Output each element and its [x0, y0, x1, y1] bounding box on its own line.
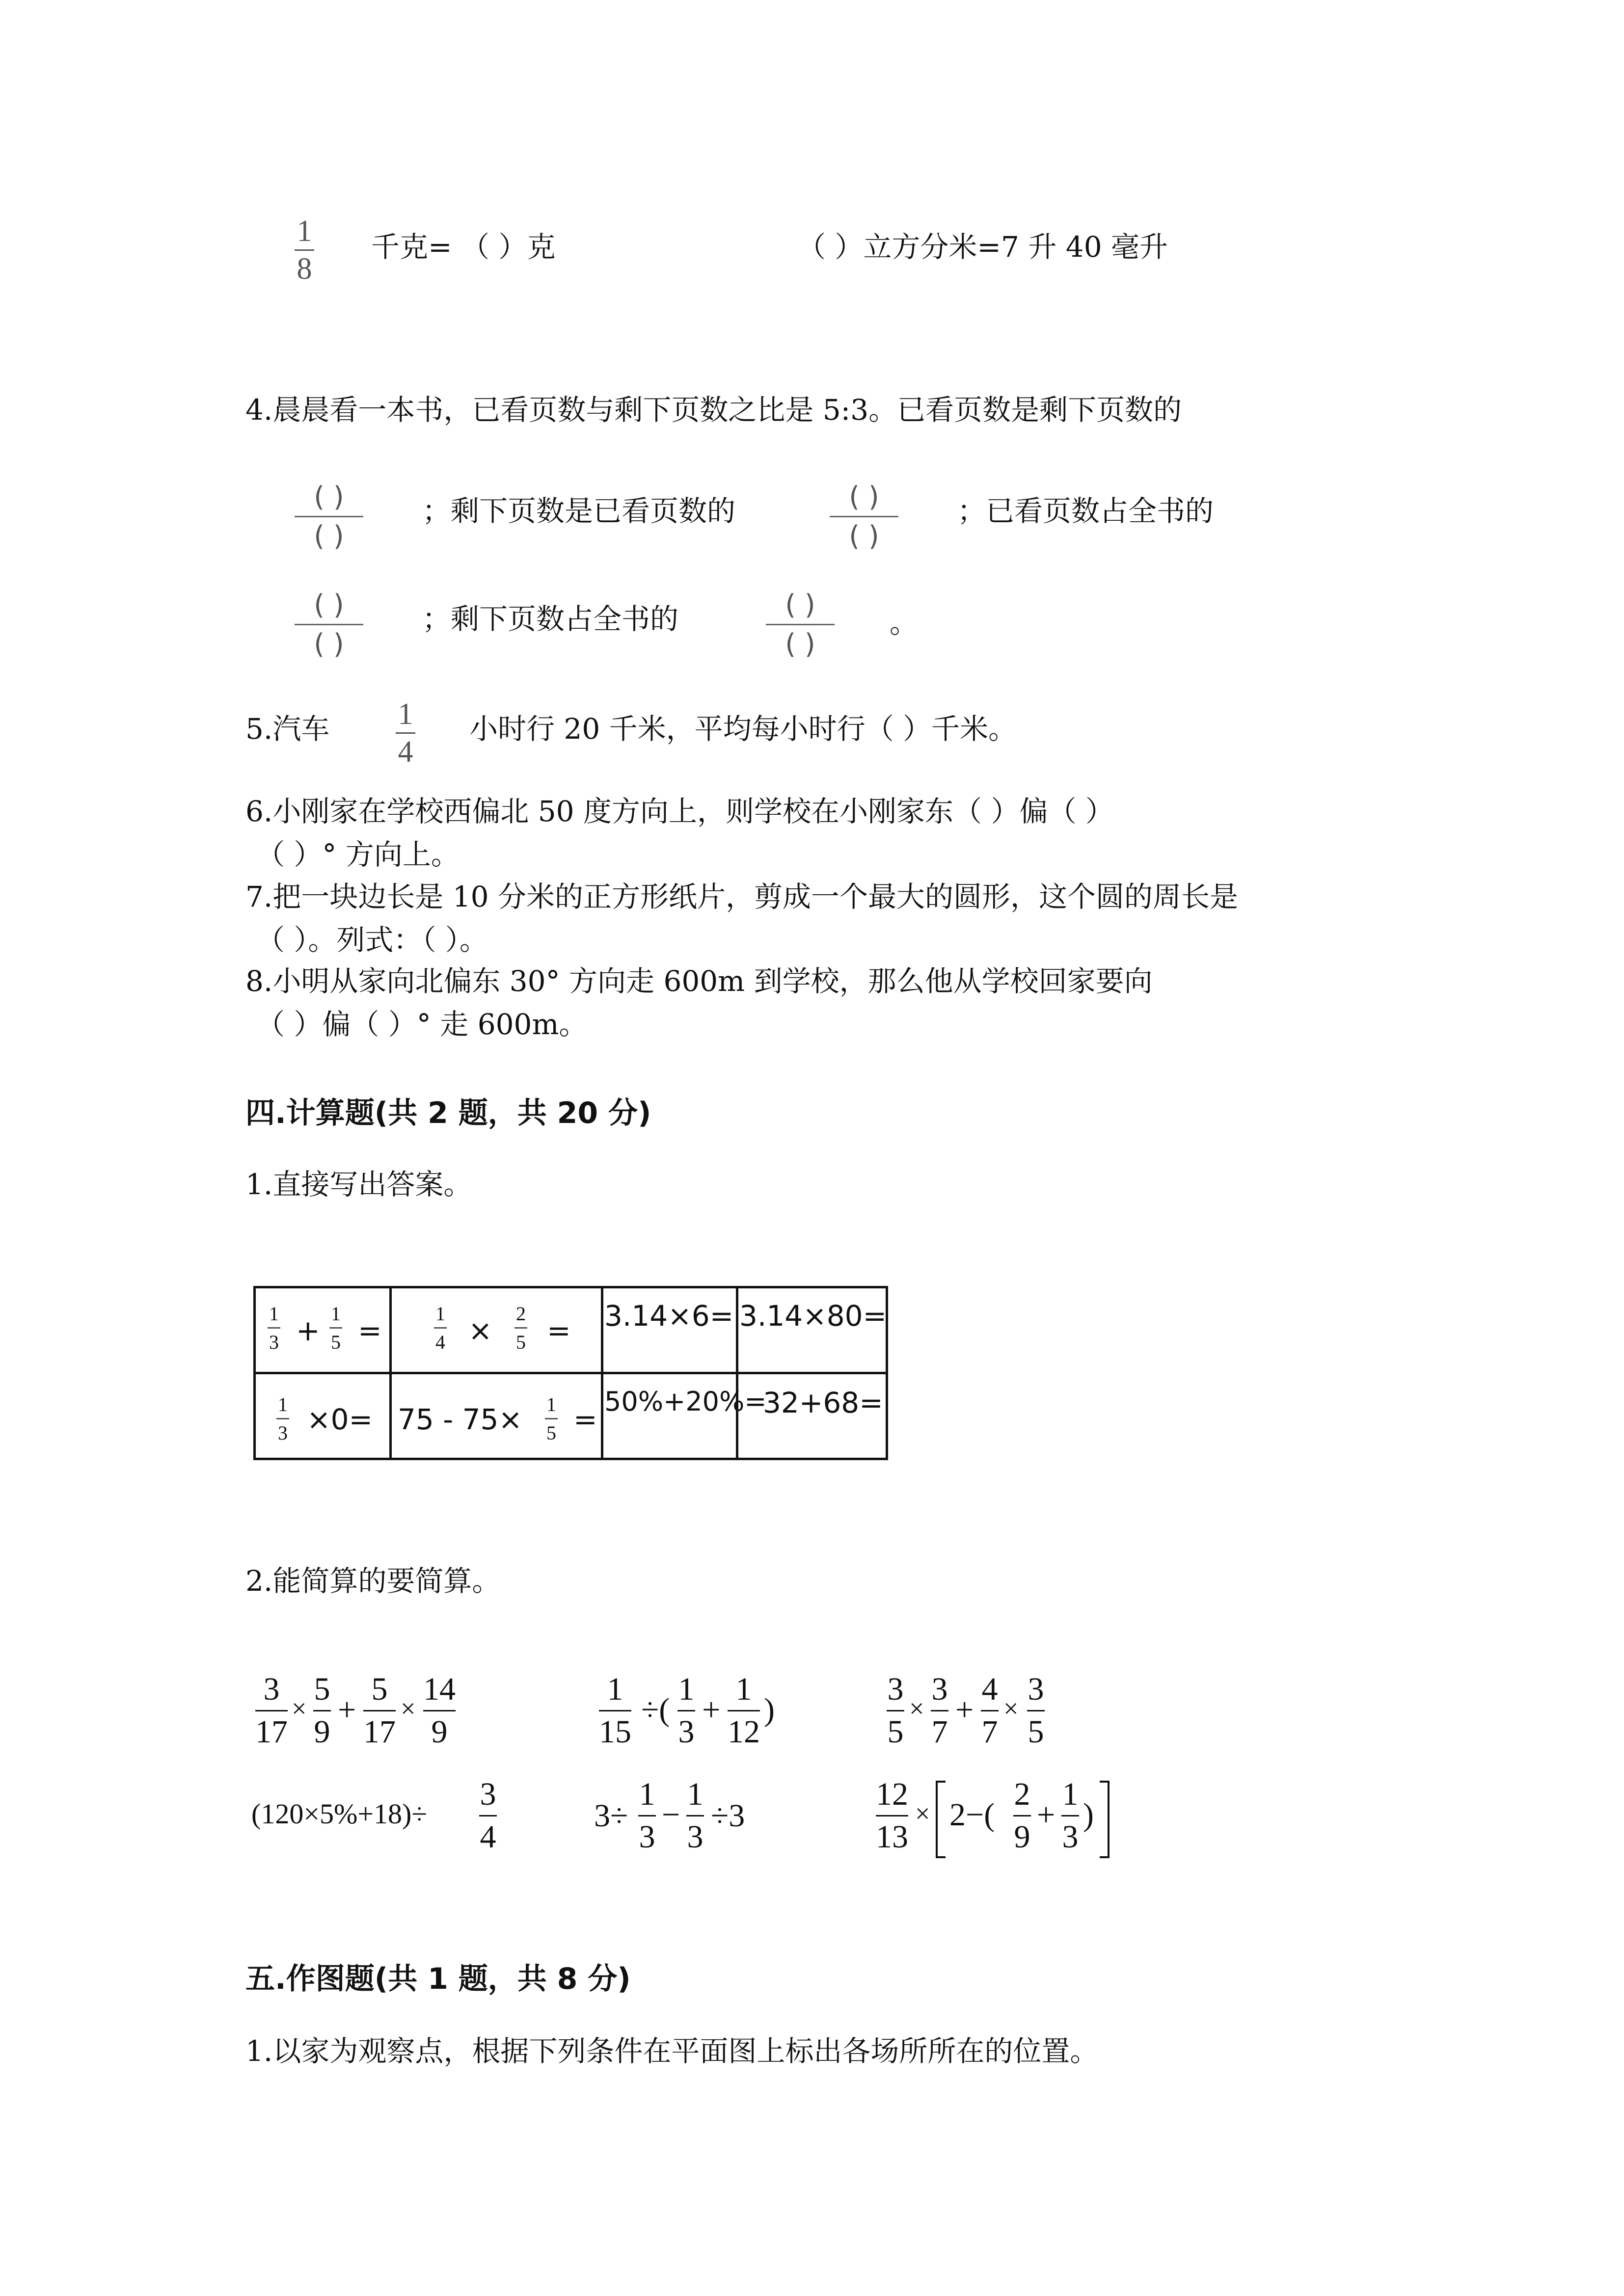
q5-b: 小时行 20 千米，平均每小时行（ ）千米。: [469, 712, 1017, 746]
section4-q1: 1.直接写出答案。: [245, 1168, 472, 1201]
q4-part3: ；剩下页数占全书的: [422, 602, 679, 636]
section5-title: 五.作图题(共 1 题，共 8 分): [245, 1962, 631, 1996]
cell-r1c1[interactable]: 1 3 + 1 5 =: [255, 1287, 391, 1373]
blank-fraction-3[interactable]: ( ) ( ): [295, 589, 363, 660]
q6-line2: （ ）° 方向上。: [256, 838, 460, 871]
q7-line1: 7.把一块边长是 10 分米的正方形纸片，剪成一个最大的圆形，这个圆的周长是: [245, 880, 1239, 913]
blank-fraction-4[interactable]: ( ) ( ): [766, 589, 835, 660]
fraction-1-4: 1 4: [396, 699, 415, 767]
q7-line2: （ ）。列式：（ ）。: [256, 923, 488, 957]
frac-num: 1: [297, 214, 312, 248]
cell-r1c4[interactable]: 3.14×80=: [737, 1287, 887, 1373]
direct-answer-table: [253, 1286, 888, 1460]
q4-line1: 4.晨晨看一本书，已看页数与剩下页数之比是 5:3。已看页数是剩下页数的: [245, 393, 1182, 427]
q8-line1: 8.小明从家向北偏东 30° 方向走 600m 到学校，那么他从学校回家要向: [245, 964, 1153, 998]
section4-q2: 2.能简算的要简算。: [245, 1564, 501, 1598]
q5-a: 5.汽车: [245, 712, 330, 746]
left-bracket: [936, 1781, 946, 1858]
cell-r1c3[interactable]: 3.14×6=: [602, 1287, 737, 1373]
q4-end: 。: [890, 606, 919, 640]
cell-r2c1[interactable]: 1 3 ×0=: [255, 1373, 391, 1459]
cell-r2c4[interactable]: 32+68=: [737, 1373, 887, 1459]
cell-r2c3[interactable]: 50%+20%=: [602, 1373, 737, 1459]
q8-line2: （ ）偏（ ）° 走 600m。: [256, 1008, 588, 1041]
unit-conversion-b: （ ）立方分米=7 升 40 毫升: [797, 230, 1168, 264]
q4-part2: ；已看页数占全书的: [957, 494, 1214, 528]
fraction-1-8: [295, 216, 314, 284]
unit-conversion-a: 千克= （ ）克: [371, 230, 556, 264]
section5-q1: 1.以家为观察点，根据下列条件在平面图上标出各场所所在的位置。: [245, 2034, 1099, 2068]
right-bracket: [1100, 1781, 1110, 1858]
cell-r2c2[interactable]: 75 - 75× 1 5 =: [391, 1373, 602, 1459]
frac-den: 8: [297, 252, 312, 286]
cell-r1c2[interactable]: 1 4 × 2 5 =: [391, 1287, 602, 1373]
blank-fraction-2[interactable]: ( ) ( ): [830, 481, 898, 552]
q6-line1: 6.小刚家在学校西偏北 50 度方向上，则学校在小刚家东（ ）偏（ ）: [245, 795, 1114, 828]
section4-title: 四.计算题(共 2 题，共 20 分): [245, 1096, 651, 1130]
blank-fraction-1[interactable]: ( ) ( ): [295, 481, 363, 552]
q4-part1: ；剩下页数是已看页数的: [422, 494, 736, 528]
